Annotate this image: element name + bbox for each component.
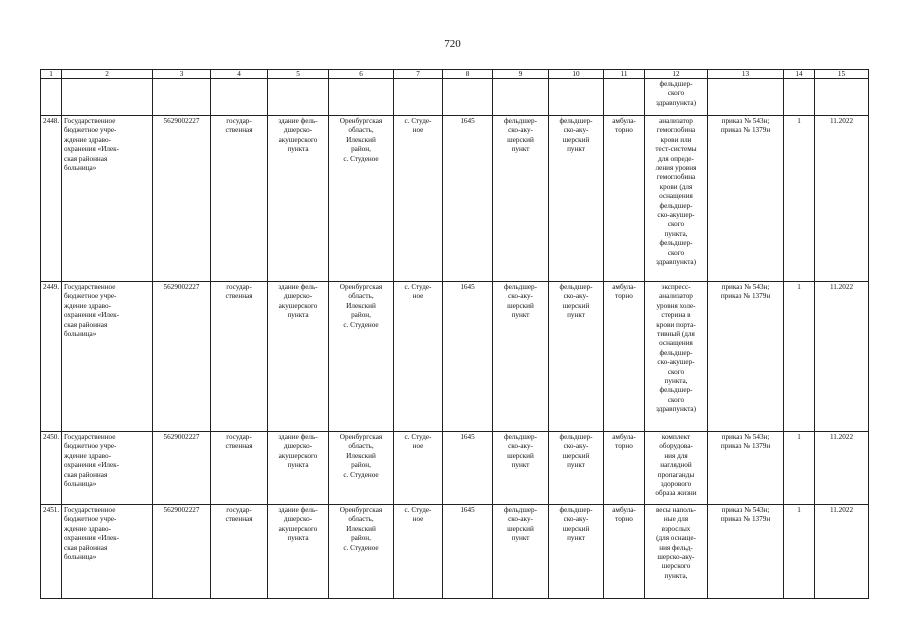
order-cell: приказ № 543н; приказ № 1379н (708, 505, 784, 599)
building-cell: здание фель- дшерско- акушерского пункта (268, 282, 329, 432)
ownership-cell: государ- ственная (211, 432, 268, 505)
column-number-row (41, 70, 869, 79)
unit-type-cell: фельдшер- ско-аку- шерский пункт (493, 116, 549, 282)
population-cell: 1645 (443, 432, 493, 505)
column-number: 8 (443, 70, 493, 79)
equipment-cell: фельдшер- ского здравпункта) (645, 79, 708, 116)
column-number: 12 (645, 70, 708, 79)
inn-cell: 5629002227 (153, 432, 211, 505)
care-form-cell: амбула- торно (604, 116, 645, 282)
equipment-cell: анализатор гемоглобина крови или тест-системы для опреде- ления уровня гемоглобина крови (для оснащения фельдшер- ско-акушер- ского пункта, фельдшер- ского здравпункта) (645, 116, 708, 282)
ownership-cell: государ- ственная (211, 505, 268, 599)
address-cell: Оренбургская область, Илекский район, с. Студеное (329, 116, 394, 282)
date-cell: 11.2022 (815, 116, 869, 282)
equipment-cell: экспресс- анализатор уровня холе- стерина в крови порта- тивный (для оснащения фельдшер- ско-акушер- ского пункта, фельдшер- ского здравпункта) (645, 282, 708, 432)
quantity-cell: 1 (784, 505, 815, 599)
organization-cell: Государственное бюджетное учре- ждение здраво- охранения «Илек- ская районная больница» (62, 282, 153, 432)
page-number: 720 (444, 38, 461, 50)
population-cell: 1645 (443, 282, 493, 432)
column-number: 14 (784, 70, 815, 79)
date-cell: 11.2022 (815, 505, 869, 599)
column-number: 13 (708, 70, 784, 79)
continuation-row (41, 79, 869, 116)
inn-cell: 5629002227 (153, 505, 211, 599)
order-cell: приказ № 543н; приказ № 1379н (708, 432, 784, 505)
column-number: 6 (329, 70, 394, 79)
equipment-cell: весы наполь- ные для взрослых (для оснаще- ния фельд- шерско-аку- шерского пункта, (645, 505, 708, 599)
inn-cell: 5629002227 (153, 116, 211, 282)
locality-cell: с. Студе- ное (394, 505, 443, 599)
row-number: 2449. (41, 282, 62, 432)
population-cell: 1645 (443, 116, 493, 282)
care-form-cell: амбула- торно (604, 282, 645, 432)
address-cell: Оренбургская область, Илекский район, с. Студеное (329, 505, 394, 599)
table-row (41, 505, 869, 599)
registry-table (40, 69, 869, 599)
equipment-cell: комплект оборудова- ния для наглядной пропаганды здорового образа жизни (645, 432, 708, 505)
date-cell: 11.2022 (815, 432, 869, 505)
unit-cell: фельдшер- ско-аку- шерский пункт (549, 432, 604, 505)
population-cell: 1645 (443, 505, 493, 599)
unit-cell: фельдшер- ско-аку- шерский пункт (549, 505, 604, 599)
address-cell: Оренбургская область, Илекский район, с. Студеное (329, 282, 394, 432)
column-number: 5 (268, 70, 329, 79)
organization-cell: Государственное бюджетное учре- ждение здраво- охранения «Илек- ская районная больница» (62, 116, 153, 282)
unit-cell: фельдшер- ско-аку- шерский пункт (549, 282, 604, 432)
locality-cell: с. Студе- ное (394, 282, 443, 432)
care-form-cell: амбула- торно (604, 432, 645, 505)
column-number: 7 (394, 70, 443, 79)
column-number: 10 (549, 70, 604, 79)
care-form-cell: амбула- торно (604, 505, 645, 599)
organization-cell: Государственное бюджетное учре- ждение здраво- охранения «Илек- ская районная больница» (62, 505, 153, 599)
unit-type-cell: фельдшер- ско-аку- шерский пункт (493, 432, 549, 505)
date-cell: 11.2022 (815, 282, 869, 432)
quantity-cell: 1 (784, 282, 815, 432)
quantity-cell: 1 (784, 432, 815, 505)
table-row (41, 432, 869, 505)
order-cell: приказ № 543н; приказ № 1379н (708, 116, 784, 282)
table-row (41, 282, 869, 432)
column-number: 9 (493, 70, 549, 79)
address-cell: Оренбургская область, Илекский район, с. Студеное (329, 432, 394, 505)
column-number: 15 (815, 70, 869, 79)
building-cell: здание фель- дшерско- акушерского пункта (268, 432, 329, 505)
order-cell: приказ № 543н; приказ № 1379н (708, 282, 784, 432)
locality-cell: с. Студе- ное (394, 432, 443, 505)
building-cell: здание фель- дшерско- акушерского пункта (268, 505, 329, 599)
quantity-cell: 1 (784, 116, 815, 282)
unit-type-cell: фельдшер- ско-аку- шерский пункт (493, 282, 549, 432)
column-number: 3 (153, 70, 211, 79)
column-number: 4 (211, 70, 268, 79)
row-number: 2448. (41, 116, 62, 282)
column-number: 1 (41, 70, 62, 79)
organization-cell: Государственное бюджетное учре- ждение здраво- охранения «Илек- ская районная больница» (62, 432, 153, 505)
column-number: 11 (604, 70, 645, 79)
inn-cell: 5629002227 (153, 282, 211, 432)
ownership-cell: государ- ственная (211, 116, 268, 282)
unit-type-cell: фельдшер- ско-аку- шерский пункт (493, 505, 549, 599)
table-row (41, 116, 869, 282)
ownership-cell: государ- ственная (211, 282, 268, 432)
column-number: 2 (62, 70, 153, 79)
unit-cell: фельдшер- ско-аку- шерский пункт (549, 116, 604, 282)
row-number: 2451. (41, 505, 62, 599)
row-number: 2450. (41, 432, 62, 505)
building-cell: здание фель- дшерско- акушерского пункта (268, 116, 329, 282)
locality-cell: с. Студе- ное (394, 116, 443, 282)
